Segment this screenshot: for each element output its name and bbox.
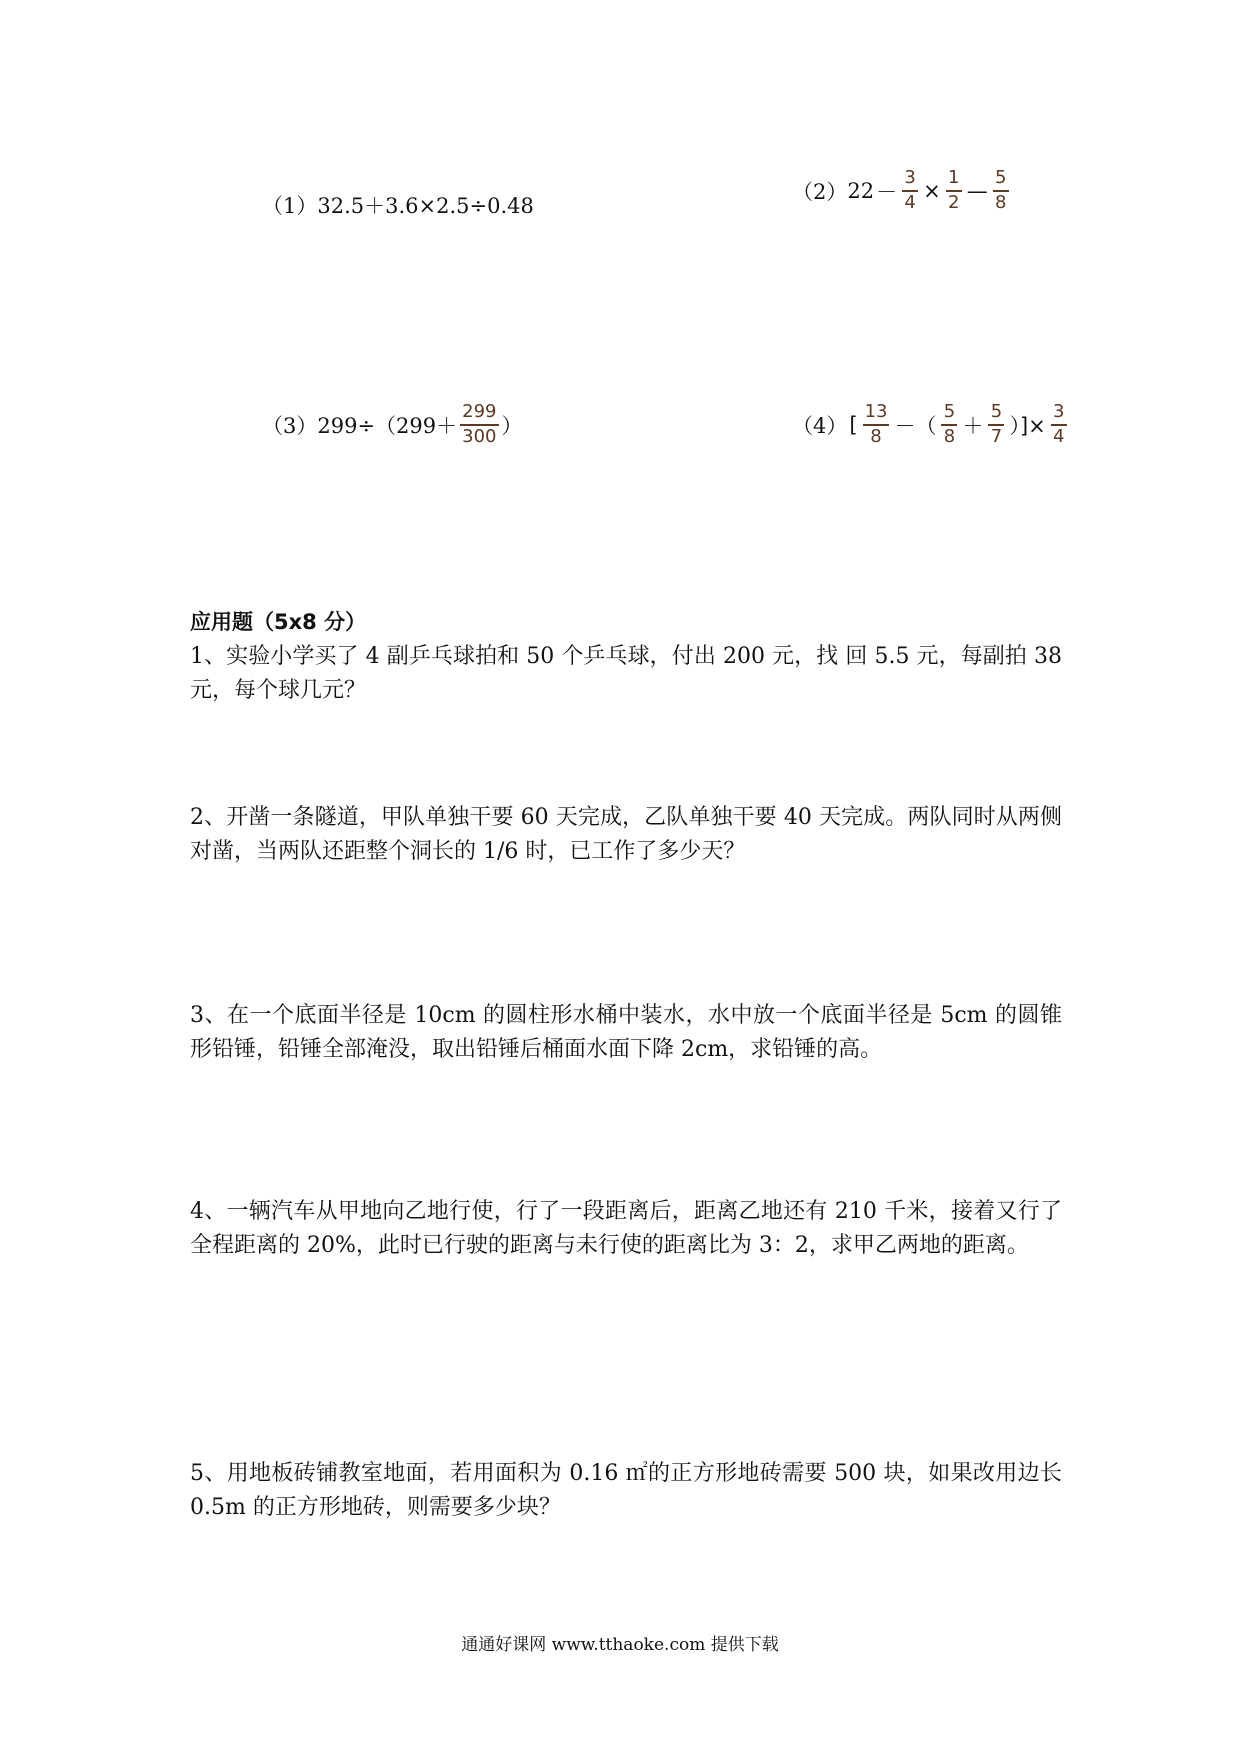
calc-label-4: （4）	[792, 413, 848, 438]
numerator: 299	[462, 401, 497, 422]
calc-expression-1: 32.5＋3.6×2.5÷0.48	[317, 194, 534, 218]
calc-label-1: （1）	[262, 194, 318, 218]
calc-problem-2	[792, 168, 1012, 213]
fraction	[993, 168, 1009, 213]
denominator: 4	[1053, 425, 1065, 447]
section-title: 应用题（5x8 分）	[190, 610, 367, 634]
fraction	[902, 168, 918, 213]
calc-label-2: （2）	[792, 179, 848, 204]
word-problem-3: 3、在一个底面半径是 10cm 的圆柱形水桶中装水，水中放一个底面半径是 5cm 的圆锥形铅锤，铅锤全部淹没，取出铅锤后桶面水面下降 2cm，求铅锤的高。	[190, 1003, 1062, 1062]
calc-term: 299÷（299＋	[317, 413, 458, 438]
operator: ）]×	[1009, 413, 1046, 438]
fraction	[946, 168, 962, 213]
denominator: 300	[462, 425, 497, 447]
fraction	[863, 402, 890, 447]
denominator: 2	[947, 191, 960, 213]
numerator: 5	[990, 401, 1003, 422]
numerator: 5	[994, 167, 1007, 188]
calc-label-3: （3）	[262, 413, 318, 438]
operator: ＋	[962, 413, 984, 438]
bracket: [	[849, 412, 858, 437]
numerator: 3	[904, 167, 916, 188]
numerator: 3	[1053, 401, 1065, 422]
word-problem-4: 4、一辆汽车从甲地向乙地行使，行了一段距离后，距离乙地还有 210 千米，接着又行了全程距离的 20%，此时已行驶的距离与未行使的距离比为 3：2，求甲乙两地的距离。	[190, 1199, 1062, 1258]
denominator: 7	[990, 425, 1003, 447]
operator: —	[966, 178, 988, 203]
word-problem-2: 2、开凿一条隧道，甲队单独干要 60 天完成，乙队单独干要 40 天完成。两队同时从两侧对凿，当两队还距整个洞长的 1/6 时，已工作了多少天？	[190, 805, 1062, 864]
operator: －	[876, 179, 898, 204]
fraction	[1051, 402, 1067, 447]
fraction	[460, 402, 498, 447]
calc-problem-3	[262, 402, 523, 447]
word-problem-5: 5、用地板砖铺教室地面，若用面积为 0.16 ㎡的正方形地砖需要 500 块，如果改用边长 0.5m 的正方形地砖，则需要多少块？	[190, 1461, 1062, 1520]
operator: ×	[923, 178, 941, 203]
operator: －（	[894, 413, 937, 438]
calc-problem-4	[792, 402, 1070, 447]
calc-term: 22	[847, 178, 875, 203]
numerator: 1	[947, 167, 960, 188]
denominator: 8	[994, 191, 1007, 213]
numerator: 13	[864, 401, 888, 422]
numerator: 5	[943, 401, 956, 422]
page-footer: 通通好课网 www.tthaoke.com 提供下载	[461, 1635, 779, 1655]
fraction	[941, 402, 957, 447]
fraction	[988, 402, 1004, 447]
denominator: 8	[943, 425, 956, 447]
denominator: 8	[870, 425, 882, 447]
calc-problem-1	[262, 190, 534, 220]
calc-term: ）	[501, 413, 523, 438]
denominator: 4	[904, 191, 916, 213]
word-problem-1: 1、实验小学买了 4 副乒乓球拍和 50 个乒乓球，付出 200 元，找 回 5.5 元，每副拍 38 元，每个球几元？	[190, 644, 1062, 703]
